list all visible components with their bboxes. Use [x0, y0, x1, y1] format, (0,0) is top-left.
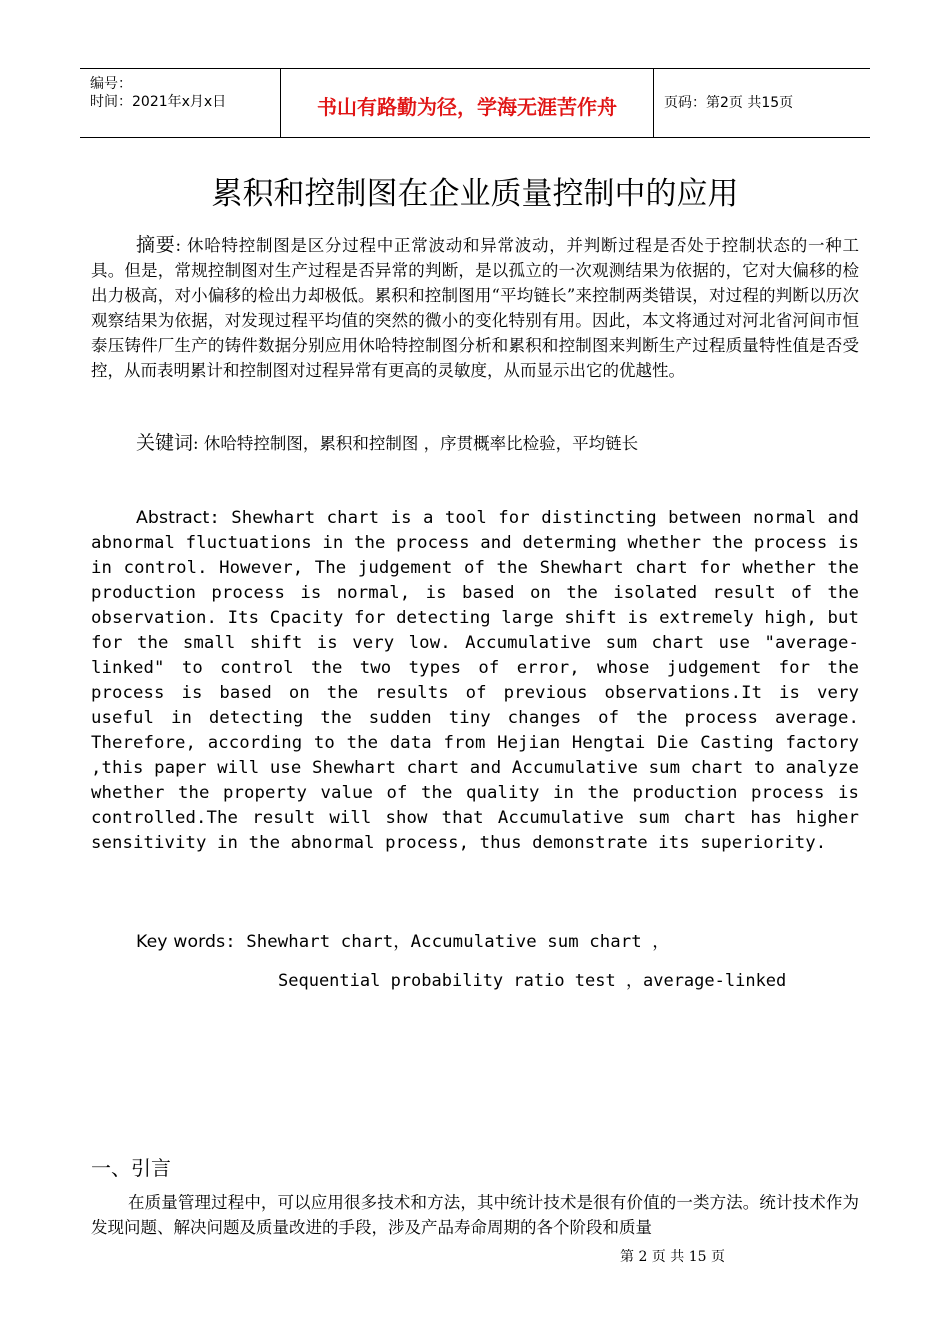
keywords-en: [91, 930, 859, 955]
motto-text: 书山有路勤为径，学海无涯苦作舟: [317, 95, 617, 119]
serial-label: 编号：: [90, 76, 132, 92]
page-label: 页码：第2页 共15页: [664, 95, 794, 111]
keywords-en-text-2: Sequential probability ratio test ，average-linked: [278, 971, 787, 991]
header-motto-cell: [280, 69, 654, 137]
keywords-cn: [91, 431, 859, 456]
header-right-cell: [654, 69, 870, 137]
keywords-en-text-1: : Shewhart chart，Accumulative sum chart ，: [225, 932, 670, 952]
header-table: [80, 68, 870, 138]
header-left-cell: [80, 69, 280, 137]
page-title: 累积和控制图在企业质量控制中的应用: [211, 176, 739, 212]
keywords-en-label: Key words: [136, 932, 226, 952]
abstract-en: [91, 506, 859, 856]
intro-paragraph: 在质量管理过程中，可以应用很多技术和方法，其中统计技术是很有价值的一类方法。统计技术作为发现问题、解决问题及质量改进的手段，涉及产品寿命周期的各个阶段和质量: [91, 1193, 859, 1237]
abstract-cn-text: : 休哈特控制图是区分过程中正常波动和异常波动，并判断过程是否处于控制状态的一种工具。但是，常规控制图对生产过程是否异常的判断，是以孤立的一次观测结果为依据的，它对大偏移的检出力极高，对小偏移的检出力却极低。累积和控制图用“平均链长”来控制两类错误，对过程的判断以历次观察结果为依据，对发现过程平均值的突然的微小的变化特别有用。因此，本文将通过对河北省河间市恒泰压铸件厂生产的铸件数据分别应用休哈特控制图分析和累积和控制图来判断生产过程质量特性值是否受控，从而表明累计和控制图对过程异常有更高的灵敏度，从而显示出它的优越性。: [91, 236, 859, 380]
keywords-cn-text: : 休哈特控制图，累积和控制图 ，序贯概率比检验，平均链长: [193, 434, 639, 453]
abstract-cn-label: 摘要: [136, 234, 176, 256]
date-label: 时间：2021年x月x日: [90, 94, 227, 110]
keywords-cn-label: 关键词: [136, 432, 194, 454]
section-heading: 一、引言: [91, 1156, 171, 1180]
abstract-cn: [91, 233, 859, 383]
abstract-en-label: Abstract: [136, 508, 210, 528]
abstract-en-text: : Shewhart chart is a tool for distincting between normal and abnormal fluctuations in the process and determing whether the process is in control. However, The judgement of the Shewhart chart for whether the production process is normal, is based on the isolated result of the observation. Its Cpacity for detecting large shift is extremely high, but for the small shift is very low. Accumulative sum chart use "average-linked" to control the two types of error, whose judgement for the process is based on the results of previous observations.It is very useful in detecting the sudden tiny changes of the process average. Therefore, according to the data from Hejian Hengtai Die Casting factory ,this paper will use Shewhart chart and Accumulative sum chart to analyze whether the property value of the quality in the production process is controlled.The result will show that Accumulative sum chart has higher sensitivity in the abnormal process, thus demonstrate its superiority.: [91, 508, 859, 853]
page-footer: 第 2 页 共 15 页: [620, 1249, 725, 1265]
